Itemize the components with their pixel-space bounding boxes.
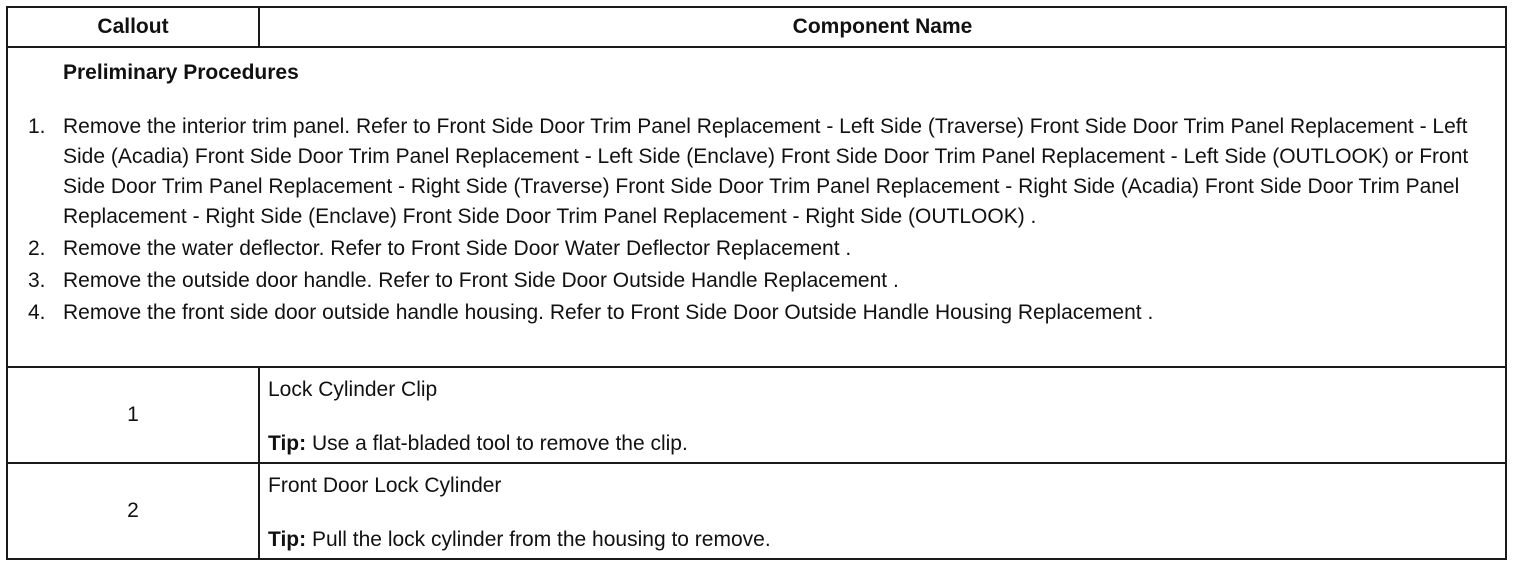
step-item [8,112,1497,232]
preliminary-row [7,47,1506,367]
step-text: Remove the water deflector. Refer to Front Side Door Water Deflector Replacement . [63,237,852,260]
table-row [7,463,1506,559]
component-name: Front Door Lock Cylinder [268,474,502,497]
preliminary-title: Preliminary Procedures [63,61,299,84]
tip-label: Tip: [268,432,307,455]
step-item [8,234,1497,264]
callout-header: Callout [7,7,259,47]
step-item [8,266,1497,296]
tip-label: Tip: [268,528,307,551]
callout-cell: 1 [7,367,259,463]
step-item [8,298,1497,328]
procedure-table [6,6,1507,560]
tip-text: Pull the lock cylinder from the housing to remove. [306,528,771,551]
component-cell [259,367,1506,463]
preliminary-steps [8,112,1497,328]
tip-text: Use a flat-bladed tool to remove the clip. [306,432,688,455]
callout-cell: 2 [7,463,259,559]
component-tip [268,432,1497,456]
preliminary-cell [7,47,1506,367]
component-tip [268,528,1497,552]
table-row [7,367,1506,463]
step-text: Remove the front side door outside handle housing. Refer to Front Side Door Outside Handle Housing Replacement . [63,301,1154,324]
header-row [7,7,1506,47]
step-number: 4. [28,301,46,324]
step-text: Remove the outside door handle. Refer to Front Side Door Outside Handle Replacement . [63,269,899,292]
step-number: 3. [28,269,46,292]
step-number: 2. [28,237,46,260]
component-name: Lock Cylinder Clip [268,378,438,401]
step-text: Remove the interior trim panel. Refer to Front Side Door Trim Panel Replacement - Left Side (Traverse) Front Side Door Trim Panel Replacement - Left Side (Acadia) Front Side Door Trim Panel Replacement - Left Side (Enclave) Front Side Door Trim Panel Replacement - Left Side (OUTLOOK) or Front Side Door Trim Panel Replacement - Right Side (Traverse) Front Side Door Trim Panel Replacement - Right Side (Acadia) Front Side Door Trim Panel Replacement - Right Side (Enclave) Front Side Door Trim Panel Replacement - Right Side (OUTLOOK) . [63,115,1469,228]
component-name-header: Component Name [259,7,1506,47]
component-cell [259,463,1506,559]
step-number: 1. [28,115,46,138]
